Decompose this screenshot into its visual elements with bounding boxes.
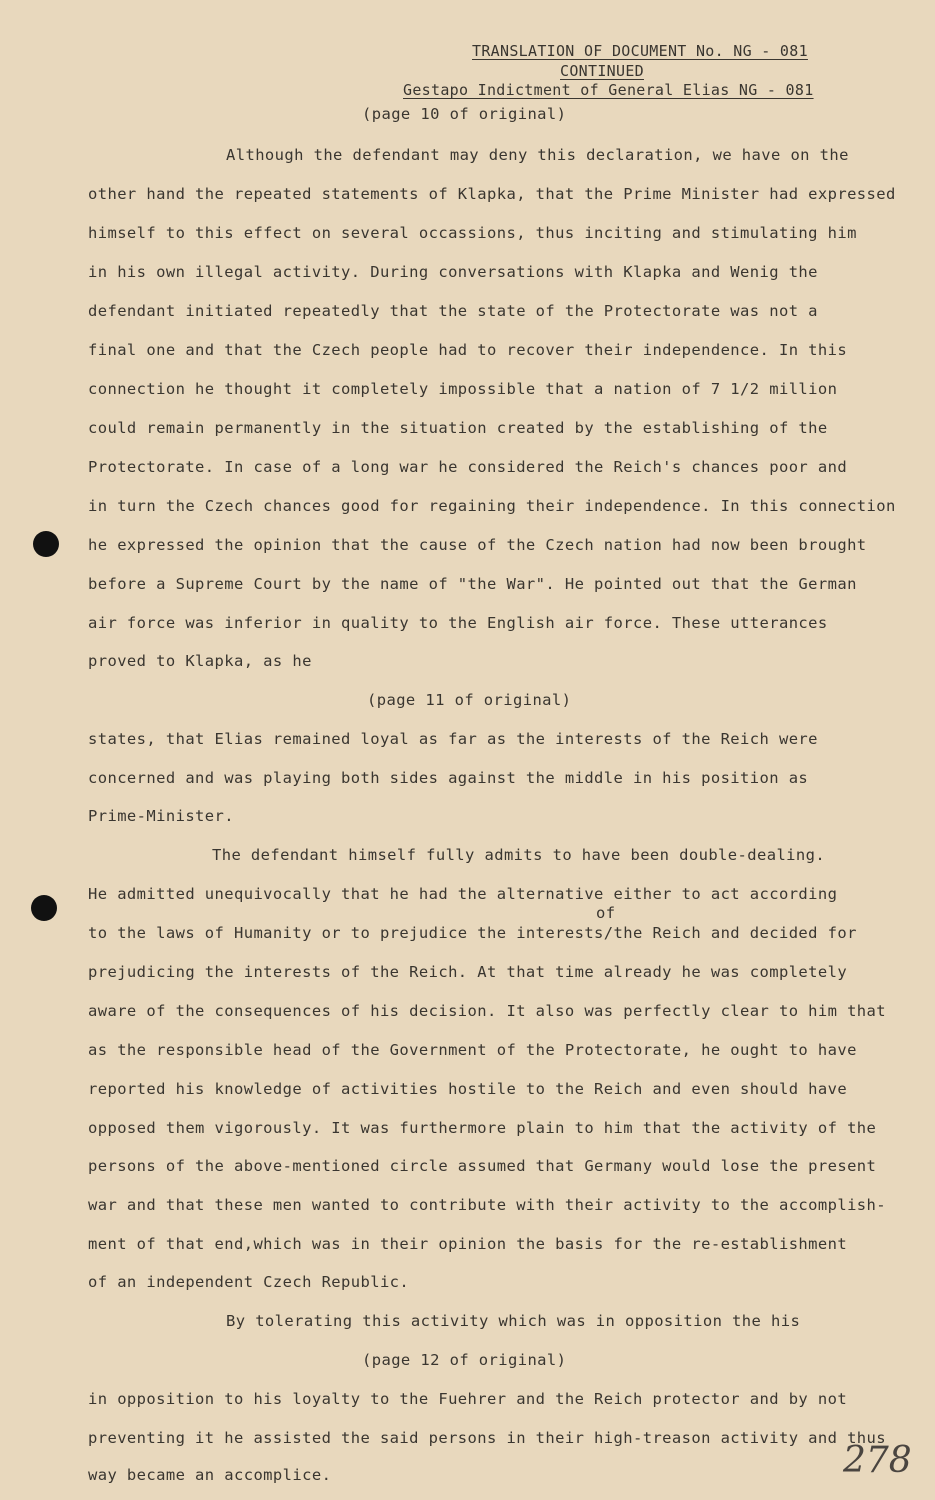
- text-line: proved to Klapka, as he: [88, 652, 312, 670]
- text-line: He admitted unequivocally that he had the alternative either to act according: [88, 885, 838, 903]
- document-title: Gestapo Indictment of General Elias NG - 081: [403, 81, 814, 99]
- text-line: could remain permanently in the situation created by the establishing of the: [88, 419, 828, 437]
- text-line: he expressed the opinion that the cause of the Czech nation had now been brought: [88, 536, 867, 554]
- text-line: of: [596, 904, 616, 922]
- text-line: concerned and was playing both sides against the middle in his position as: [88, 769, 809, 787]
- text-line: states, that Elias remained loyal as far as the interests of the Reich were: [88, 730, 818, 748]
- text-line: final one and that the Czech people had to recover their independence. In this: [88, 341, 848, 359]
- text-line: (page 11 of original): [367, 691, 572, 709]
- text-line: (page 10 of original): [362, 105, 567, 123]
- text-line: defendant initiated repeatedly that the state of the Protectorate was not a: [88, 302, 818, 320]
- text-line: in turn the Czech chances good for regaining their independence. In this connection: [88, 497, 896, 515]
- text-line: himself to this effect on several occassions, thus inciting and stimulating him: [88, 224, 857, 242]
- text-line: air force was inferior in quality to the English air force. These utterances: [88, 614, 828, 632]
- text-line: preventing it he assisted the said persons in their high-treason activity and thus: [88, 1429, 887, 1447]
- translation-header: TRANSLATION OF DOCUMENT No. NG - 081: [472, 42, 808, 60]
- text-line: before a Supreme Court by the name of "the War". He pointed out that the German: [88, 575, 857, 593]
- text-line: other hand the repeated statements of Klapka, that the Prime Minister had expressed: [88, 185, 896, 203]
- text-line: to the laws of Humanity or to prejudice the interests/the Reich and decided for: [88, 924, 857, 942]
- text-line: in opposition to his loyalty to the Fuehrer and the Reich protector and by not: [88, 1390, 848, 1408]
- text-line: way became an accomplice.: [88, 1466, 332, 1484]
- text-line: The defendant himself fully admits to have been double-dealing.: [212, 846, 826, 864]
- text-line: aware of the consequences of his decision. It also was perfectly clear to him that: [88, 1002, 887, 1020]
- text-line: as the responsible head of the Government of the Protectorate, he ought to have: [88, 1041, 857, 1059]
- text-line: persons of the above-mentioned circle assumed that Germany would lose the present: [88, 1157, 877, 1175]
- binder-hole: [31, 895, 57, 921]
- text-line: reported his knowledge of activities hostile to the Reich and even should have: [88, 1080, 848, 1098]
- text-line: in his own illegal activity. During conversations with Klapka and Wenig the: [88, 263, 818, 281]
- text-line: of an independent Czech Republic.: [88, 1273, 410, 1291]
- text-line: Protectorate. In case of a long war he considered the Reich's chances poor and: [88, 458, 848, 476]
- text-line: Prime-Minister.: [88, 807, 234, 825]
- text-line: war and that these men wanted to contribute with their activity to the accomplish-: [88, 1196, 887, 1214]
- text-line: prejudicing the interests of the Reich. At that time already he was completely: [88, 963, 848, 981]
- text-line: By tolerating this activity which was in opposition the his: [226, 1312, 801, 1330]
- binder-hole: [33, 531, 59, 557]
- text-line: (page 12 of original): [362, 1351, 567, 1369]
- text-line: connection he thought it completely impossible that a nation of 7 1/2 million: [88, 380, 838, 398]
- text-line: Although the defendant may deny this declaration, we have on the: [226, 146, 849, 164]
- continued-label: CONTINUED: [560, 62, 644, 80]
- handwritten-page-number: 278: [843, 1440, 912, 1481]
- text-line: ment of that end,which was in their opinion the basis for the re-establishment: [88, 1235, 848, 1253]
- text-line: opposed them vigorously. It was furthermore plain to him that the activity of the: [88, 1119, 877, 1137]
